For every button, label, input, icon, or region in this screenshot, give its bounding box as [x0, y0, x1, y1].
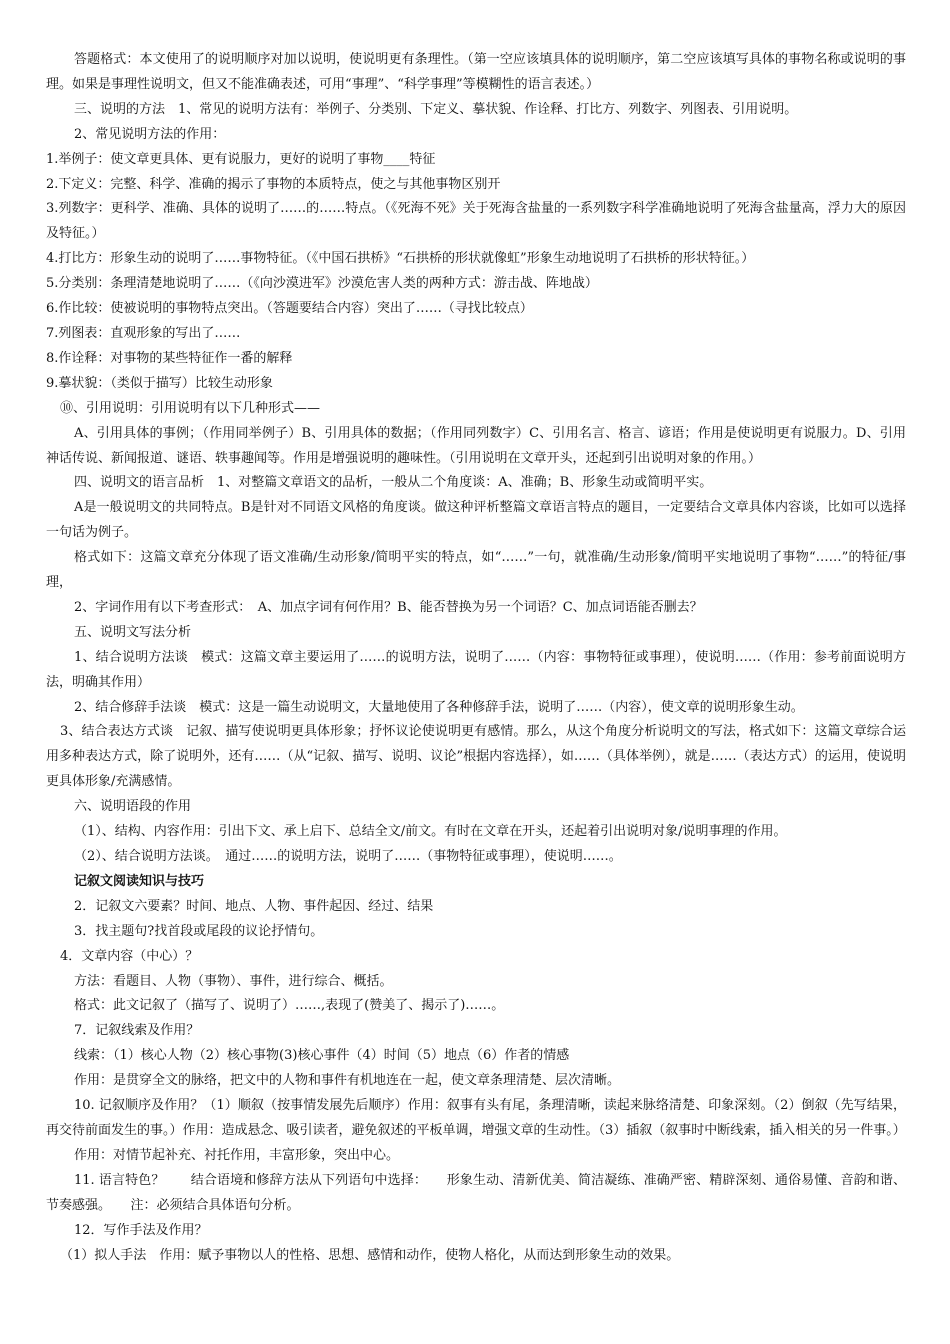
paragraph: （2）、结合说明方法谈。 通过……的说明方法，说明了……（事物特征或事理），使说明……。: [74, 849, 622, 864]
paragraph: 四、说明文的语言品析 1、对整篇文章语文的品析，一般从二个角度谈：A、准确；B、形象生动或简明平实。: [74, 475, 713, 491]
section-heading: 记叙文阅读知识与技巧: [74, 873, 205, 889]
paragraph: A、引用具体的事例；（作用同举例子）B、引用具体的数据；（作用同列数字）C、引用名言、格言、谚语；作用是使说明更有说服力。D、引用神话传说、新闻报道、谜语、轶事趣闻等。作用是增强说明的趣味性。（引用说明在文章开头，还起到引出说明对象的作用。）: [46, 425, 906, 466]
paragraph: （1）、结构、内容作用：引出下文、承上启下、总结全文/前文。有时在文章在开头，还起着引出说明对象/说明事理的作用。: [74, 824, 787, 840]
paragraph: 1、结合说明方法谈 模式：这篇文章主要运用了……的说明方法，说明了……（内容：事物特征或事理），使说明……（作用：参考前面说明方法，明确其作用）: [46, 649, 906, 690]
paragraph: 11. 语言特色？ 结合语境和修辞方法从下列语句中选择： 形象生动、清新优美、简洁凝练、准确严密、精辟深刻、通俗易懂、音韵和谐、节奏感强。 注：必须结合具体语句分析。: [46, 1172, 906, 1213]
paragraph: 2.下定义：完整、科学、准确的揭示了事物的本质特点，使之与其他事物区别开: [46, 176, 501, 192]
paragraph: 五、说明文写法分析: [74, 624, 192, 640]
paragraph: 7.列图表：直观形象的写出了……: [46, 325, 241, 341]
paragraph: 六、说明语段的作用: [74, 799, 192, 815]
paragraph: 线索：（1）核心人物（2）核心事物(3)核心事件（4）时间（5）地点（6）作者的情感: [74, 1048, 570, 1064]
paragraph: A是一般说明文的共同特点。B是针对不同语文风格的角度谈。做这种评析整篇文章语言特点的题目，一定要结合文章具体内容谈，比如可以选择一句话为例子。: [46, 500, 906, 541]
paragraph: 5.分类别：条理清楚地说明了……（《向沙漠进军》沙漠危害人类的两种方式：游击战、阵地战）: [46, 276, 598, 292]
paragraph: 7．记叙线索及作用？: [74, 1023, 200, 1039]
paragraph: 12．写作手法及作用？: [74, 1222, 208, 1238]
paragraph: 10. 记叙顺序及作用？（1）顺叙（按事情发展先后顺序）作用：叙事有头有尾，条理清晰，读起来脉络清楚、印象深刻。（2）倒叙（先写结果，再交待前面发生的事。）作用：造成悬念、吸引读者，避免叙述的平板单调，增强文章的生动性。（3）插叙（叙事时中断线索，插入相关的另一件事。）: [46, 1098, 906, 1138]
paragraph: 4．文章内容（中心）？: [60, 948, 199, 964]
paragraph: 2、常见说明方法的作用：: [74, 126, 226, 142]
paragraph: （1）拟人手法 作用：赋予事物以人的性格、思想、感情和动作，使物人格化，从而达到形象生动的效果。: [60, 1247, 680, 1263]
paragraph: 9.摹状貌：（类似于描写）比较生动形象: [46, 375, 273, 391]
paragraph: 格式：此文记叙了（描写了、说明了）……,表现了(赞美了、揭示了)……。: [74, 998, 505, 1014]
paragraph: 3.列数字：更科学、准确、具体的说明了……的……特点。（《死海不死》关于死海含盐量的一系列数字科学准确地说明了死海含盐量高，浮力大的原因及特征。）: [46, 201, 906, 242]
paragraph: 作用：对情节起补充、衬托作用，丰富形象，突出中心。: [74, 1147, 400, 1163]
paragraph: 1.举例子：使文章更具体、更有说服力，更好的说明了事物____特征: [46, 151, 436, 167]
paragraph: 6.作比较：使被说明的事物特点突出。（答题要结合内容）突出了……（寻找比较点）: [46, 301, 533, 317]
paragraph: 3、结合表达方式谈 记叙、描写使说明更具体形象；抒怀议论使说明更有感情。那么，从这个角度分析说明文的写法，格式如下：这篇文章综合运用多种表达方式，除了说明外，还有……（从“记叙、描写、说明、议论”根据内容选择），如……（具体举例），就是……（表达方式）的运用，使说明更具体形象/充满感情。: [46, 724, 906, 790]
paragraph: 2、字词作用有以下考查形式： A、加点字词有何作用？B、能否替换为另一个词语？C、加点词语能否删去？: [74, 599, 703, 615]
paragraph: 2．记叙文六要素？时间、地点、人物、事件起因、经过、结果: [74, 898, 434, 914]
paragraph: 4.打比方：形象生动的说明了……事物特征。（《中国石拱桥》“石拱桥的形状就像虹”形象生动地说明了石拱桥的形状特征。）: [46, 251, 755, 267]
paragraph: 3．找主题句?找首段或尾段的议论抒情句。: [74, 923, 324, 939]
paragraph: 8.作诠释：对事物的某些特征作一番的解释: [46, 350, 293, 366]
paragraph: 答题格式：本文使用了的说明顺序对加以说明，使说明更有条理性。（第一空应该填具体的说明顺序，第二空应该填写具体的事物名称或说明的事理。如果是事理性说明文，但又不能准确表述，可用“事理”、“科学事理”等模糊性的语言表述。）: [46, 52, 906, 92]
paragraph: 方法：看题目、人物（事物）、事件，进行综合、概括。: [74, 973, 393, 989]
paragraph: 2、结合修辞手法谈 模式：这是一篇生动说明文，大量地使用了各种修辞手法，说明了……（内容），使文章的说明形象生动。: [74, 699, 804, 715]
paragraph: 格式如下：这篇文章充分体现了语文准确/生动形象/简明平实的特点，如“……”一句，就准确/生动形象/简明平实地说明了事物“……”的特征/事理，: [46, 550, 906, 591]
paragraph: 三、说明的方法 1、常见的说明方法有：举例子、分类别、下定义、摹状貌、作诠释、打比方、列数字、列图表、引用说明。: [74, 101, 798, 117]
paragraph: 作用：是贯穿全文的脉络，把文中的人物和事件有机地连在一起，使文章条理清楚、层次清晰。: [74, 1073, 621, 1089]
paragraph: ⑩、引用说明：引用说明有以下几种形式——: [60, 400, 321, 416]
